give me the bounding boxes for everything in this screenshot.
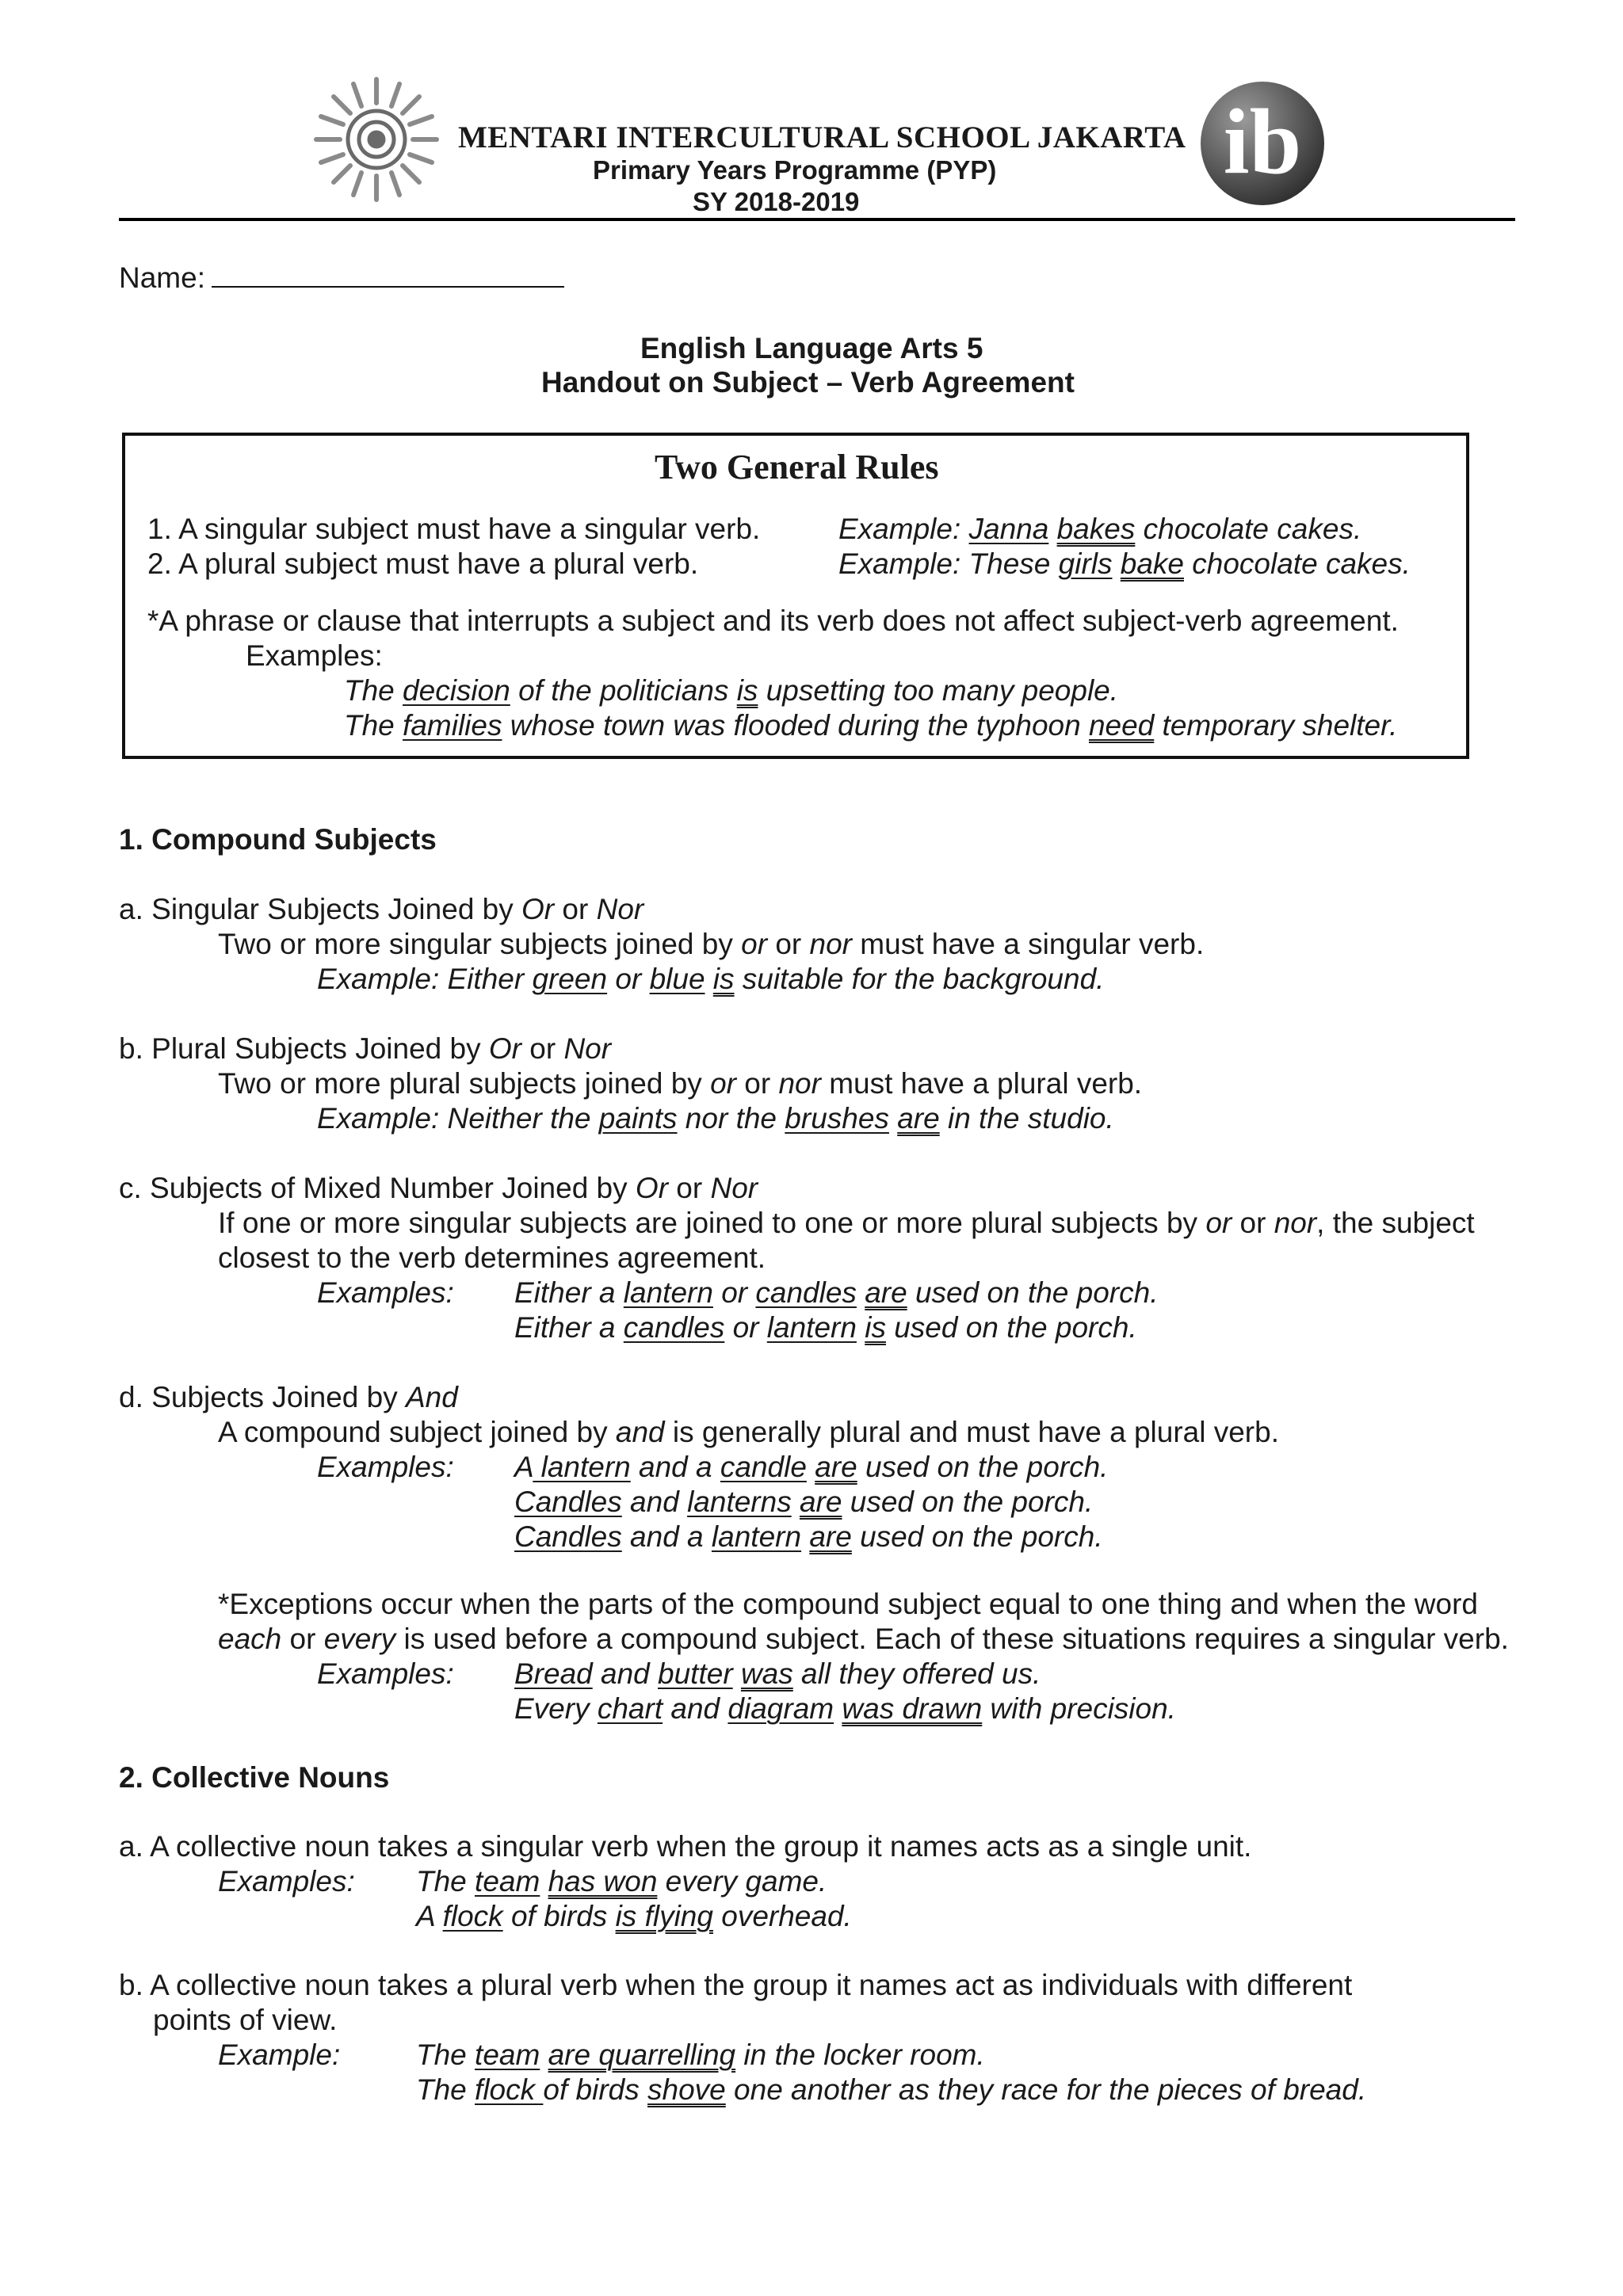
school-year: SY 2018-2019	[693, 187, 860, 216]
name-label: Name:	[119, 261, 205, 294]
section-1d-example-1: A lantern and a candle are used on the porch.	[514, 1451, 1109, 1483]
section-2b-example-label: Example:	[218, 2039, 341, 2071]
ib-logo-text: ib	[1223, 90, 1302, 193]
section-1c-text-2: closest to the verb determines agreement.	[218, 1241, 766, 1274]
course-title: English Language Arts 5	[640, 332, 983, 364]
section-2a-example-2: A flock of birds is flying overhead.	[416, 1900, 852, 1932]
section-1c-heading: c. Subjects of Mixed Number Joined by Or or Nor	[119, 1172, 758, 1204]
section-1b-text: Two or more plural subjects joined by or or nor must have a plural verb.	[218, 1067, 1143, 1100]
section-1d-example-3: Candles and a lantern are used on the porch.	[514, 1520, 1103, 1553]
section-2a-examples-label: Examples:	[218, 1865, 355, 1897]
section-1d-heading: d. Subjects Joined by And	[119, 1381, 458, 1413]
rule-2-example: Example: These girls bake chocolate cakes.	[838, 547, 1411, 580]
section-2a-example-1: The team has won every game.	[416, 1865, 827, 1897]
rule-2: 2. A plural subject must have a plural verb.	[147, 547, 699, 580]
section-1c-examples-label: Examples:	[317, 1276, 454, 1309]
section-1a-heading: a. Singular Subjects Joined by Or or Nor	[119, 893, 644, 925]
exceptions-examples-label: Examples:	[317, 1657, 454, 1690]
interrupting-phrase-note: *A phrase or clause that interrupts a subject and its verb does not affect subject-verb agreement.	[147, 605, 1399, 637]
rules-box-title: Two General Rules	[655, 448, 939, 486]
section-2b-text-1: b. A collective noun takes a plural verb when the group it names act as individuals with different	[119, 1969, 1353, 2001]
note-example-2: The families whose town was flooded during the typhoon need temporary shelter.	[344, 709, 1398, 742]
exceptions-text-2: each or every is used before a compound subject. Each of these situations requires a singular verb.	[218, 1623, 1509, 1655]
school-sun-logo	[313, 76, 440, 203]
school-name: MENTARI INTERCULTURAL SCHOOL JAKARTA	[458, 120, 1186, 154]
section-1b-heading: b. Plural Subjects Joined by Or or Nor	[119, 1032, 612, 1065]
rule-1: 1. A singular subject must have a singular verb.	[147, 513, 761, 545]
verb: bake	[1120, 547, 1184, 580]
subject: Janna	[968, 513, 1049, 545]
section-1d-example-2: Candles and lanterns are used on the porch.	[514, 1486, 1094, 1518]
programme-name: Primary Years Programme (PYP)	[593, 155, 997, 185]
note-example-1: The decision of the politicians is upsetting too many people.	[344, 674, 1119, 707]
section-2b-example-1: The team are quarrelling in the locker room.	[416, 2039, 985, 2071]
section-1d-examples-label: Examples:	[317, 1451, 454, 1483]
section-2b-text-2: points of view.	[153, 2004, 338, 2036]
name-blank-line[interactable]	[212, 262, 564, 288]
exceptions-text-1: *Exceptions occur when the parts of the compound subject equal to one thing and when the word	[218, 1588, 1478, 1620]
exceptions-example-2: Every chart and diagram was drawn with precision.	[514, 1692, 1176, 1725]
subject: girls	[1058, 547, 1113, 580]
verb: bakes	[1056, 513, 1136, 545]
section-1a-example: Example: Either green or blue is suitable for the background.	[317, 963, 1105, 995]
exceptions-example-1: Bread and butter was all they offered us.	[514, 1657, 1041, 1690]
section-2b-example-2: The flock of birds shove one another as they race for the pieces of bread.	[416, 2073, 1367, 2106]
section-2a-text: a. A collective noun takes a singular verb when the group it names acts as a single unit.	[119, 1830, 1252, 1863]
rule-1-example: Example: Janna bakes chocolate cakes.	[838, 513, 1362, 545]
ib-logo	[1198, 79, 1327, 208]
section-1c-example-2: Either a candles or lantern is used on the porch.	[514, 1311, 1137, 1344]
section-2-heading: 2. Collective Nouns	[119, 1761, 390, 1794]
name-field-row	[119, 261, 564, 296]
section-1b-example: Example: Neither the paints nor the brushes are in the studio.	[317, 1102, 1114, 1135]
header-divider	[119, 218, 1515, 221]
handout-title: Handout on Subject – Verb Agreement	[541, 366, 1075, 399]
section-1c-text-1: If one or more singular subjects are joined to one or more plural subjects by or or nor, the subject	[218, 1207, 1475, 1239]
section-1c-example-1: Either a lantern or candles are used on the porch.	[514, 1276, 1159, 1309]
section-1d-text: A compound subject joined by and is generally plural and must have a plural verb.	[218, 1416, 1279, 1448]
section-1-heading: 1. Compound Subjects	[119, 823, 437, 856]
section-1a-text: Two or more singular subjects joined by or or nor must have a singular verb.	[218, 928, 1205, 960]
examples-label: Examples:	[246, 639, 383, 672]
